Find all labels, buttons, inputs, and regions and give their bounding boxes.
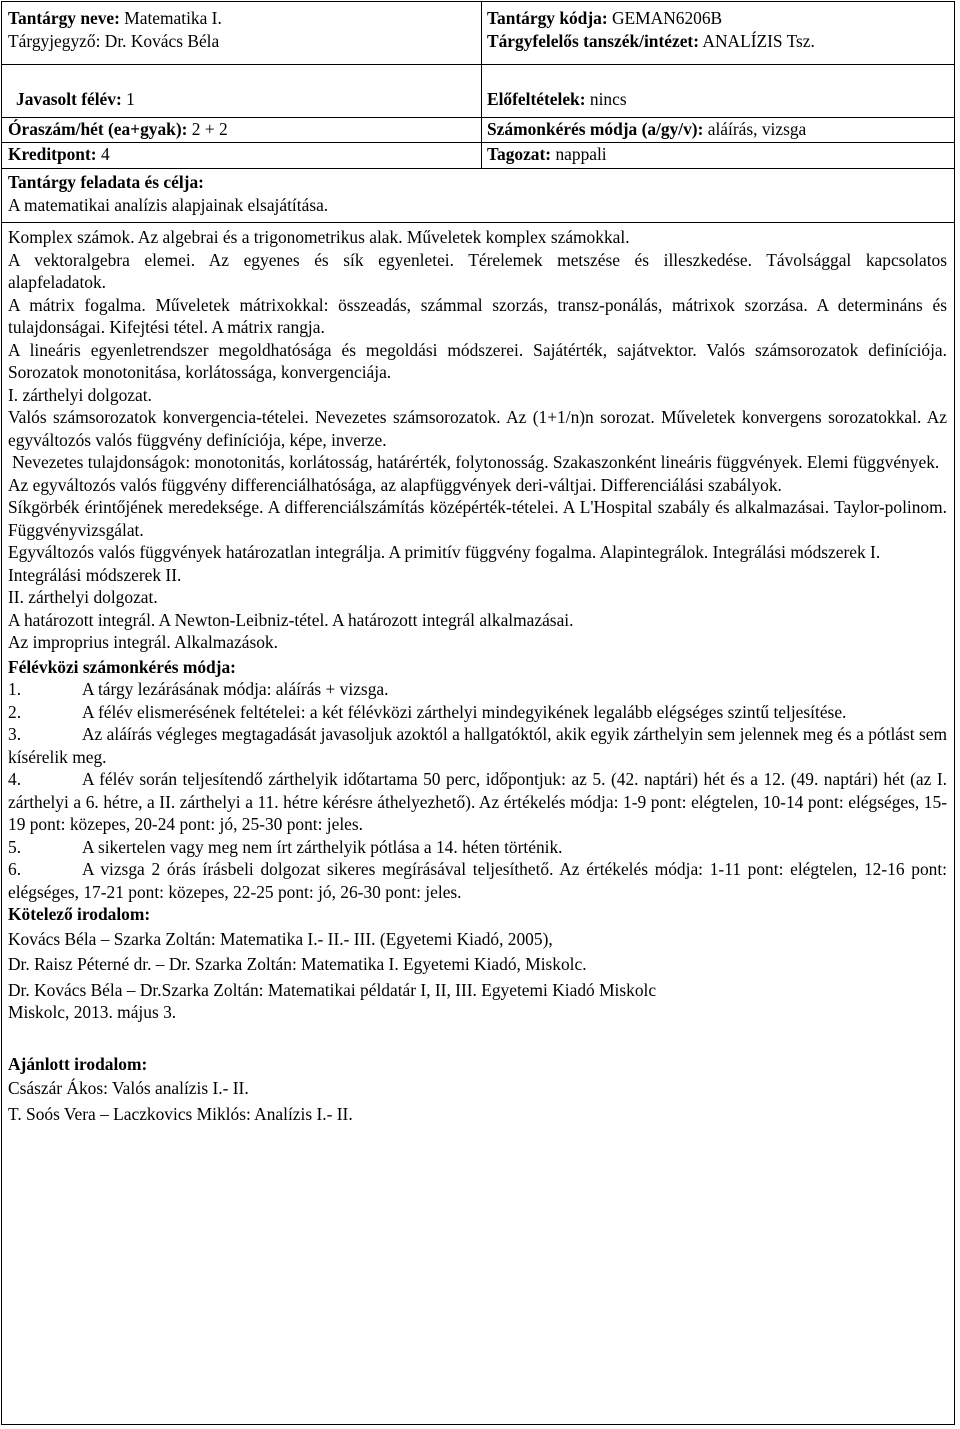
assessment-item [8,858,947,903]
topic-item: A vektoralgebra elemei. Az egyenes és sík egyenletei. Térelemek metszése és illeszkedése. Távolsággal kapcsolatos alapfeladatok. [8,249,947,292]
goal-text: A matematikai analízis alapjainak elsajátítása. [8,194,329,215]
semester-label: Javasolt félév: [16,89,122,109]
recommended-lit-item: T. Soós Vera – Laczkovics Miklós: Analízis I.- II. [8,1103,353,1124]
course-content [2,226,954,1125]
header-row-1 [2,2,954,64]
goal-label: Tantárgy feladata és célja: [8,172,204,192]
topic-item: I. zárthelyi dolgozat. [8,384,152,405]
semester-value: 1 [126,89,135,109]
subject-cell [2,2,481,64]
credit-value: 4 [100,144,110,164]
prereq-value: nincs [589,89,627,109]
required-lit-item: Dr. Raisz Péterné dr. – Dr. Szarka Zoltán: Matematika I. Egyetemi Kiadó, Miskolc. [8,954,587,974]
credit-cell [2,143,481,168]
assessment-item-number: 3. [8,724,22,744]
header-row-3 [2,118,954,142]
required-lit-label: Kötelező irodalom: [8,904,151,924]
hours-cell [2,118,481,142]
grader-name: Dr. Kovács Béla [104,30,220,51]
topic-item: Egyváltozós valós függvények határozatlan integrálja. A primitív függvény fogalma. Alapintegrálok. Integrálási módszerek I. [8,542,881,562]
header-row-4 [2,143,954,168]
assessment-item-number: 1. [8,679,22,699]
assessment-item-number: 5. [8,836,22,857]
assessment-item-text: Az aláírás végleges megtagadását javasoljuk azoktól a hallgatóktól, akik egyik zárthelyin sem jelennek meg és a pótlást sem kísérelik meg. [8,724,947,767]
topic-item: Komplex számok. Az algebrai és a trigonometrikus alak. Műveletek komplex számokkal. [8,227,630,247]
hours-line [8,118,481,141]
exam-value: aláírás, vizsga [707,119,807,139]
hours-value: 2 + 2 [191,119,228,139]
exam-cell [481,118,954,142]
grader-label: Tárgyjegyző: [8,30,101,51]
assessment-item [8,678,947,701]
grader-line [8,30,481,53]
goal-block [2,171,954,216]
code-label: Tantárgy kódja: [487,8,608,28]
assessment-item-text: A vizsga 2 órás írásbeli dolgozat sikeres megírásával teljesíthető. Az értékelés módja: 1-11 pont: elégtelen, 12-16 pont: elégséges, 17-21 pont: közepes, 22-25 pont: jó, 26-30 pont: jeles. [8,859,947,902]
topic-item: A lineáris egyenletrendszer megoldhatósága és megoldási módszerei. Sajátérték, sajátvektor. Valós számsorozatok definíciója. Sorozatok monotonitása, korlátossága, konvergenciája. [8,339,947,382]
assessment-item-text: A félév során teljesítendő zárthelyik időtartama 50 perc, időpontjuk: az 5. (42. naptári) hét és a 12. (49. naptári) hét (az I. zárthelyi a 6. hétre, a II. zárthelyi a 11. hétre kérésre áthelyezhető). Az értékelés módja: 1-9 pont: elégtelen, 10-14 pont: elégséges, 15-19 pont: közepes, 20-24 pont: jó, 25-30 pont: jeles. [8,769,947,834]
assessment-label: Félévközi számonkérés módja: [8,656,236,677]
divider [2,222,954,223]
exam-line [487,118,954,141]
semester-line [16,88,481,111]
assessment-item [8,723,947,768]
mode-cell [481,143,954,168]
topic-item: Síkgörbék érintőjének meredeksége. A differenciálszámítás középérték-tételei. A L'Hospital szabály és alkalmazásai. Taylor-polinom. Függvényvizsgálat. [8,497,947,540]
required-lit-item: Dr. Kovács Béla – Dr.Szarka Zoltán: Matematikai példatár I, II, III. Egyetemi Kiadó Miskolc [8,979,657,1000]
exam-label: Számonkérés módja (a/gy/v): [487,119,704,139]
credit-label: Kreditpont: [8,144,97,164]
topic-item: II. zárthelyi dolgozat. [8,587,158,607]
topic-item: Az egyváltozós valós függvény differenciálhatósága, az alapfüggvények deri-váltjai. Differenciálási szabályok. [8,474,782,495]
topic-item: A mátrix fogalma. Műveletek mátrixokkal: összeadás, számmal szorzás, transz-ponálás, mátrixok szorzása. A determináns és tulajdonságai. Kifejtési tétel. A mátrix rangja. [8,294,947,337]
assessment-item [8,768,947,836]
assessment-item [8,836,947,859]
document-date: Miskolc, 2013. május 3. [8,1002,177,1022]
recommended-lit-item: Császár Ákos: Valós analízis I.- II. [8,1078,249,1098]
credit-line [8,143,481,166]
assessment-item-text: A sikertelen vagy meg nem írt zárthelyik pótlása a 14. héten történik. [82,836,563,857]
dept-line [487,30,954,53]
code-line [487,7,954,30]
assessment-item-number: 2. [8,701,22,722]
topic-item: Valós számsorozatok konvergencia-tételei. Nevezetes számsorozatok. Az (1+1/n)n sorozat. Műveletek konvergens sorozatokkal. Az egyváltozós valós függvény definíciója, képe, inverze. [8,407,947,450]
topic-item: Integrálási módszerek II. [8,564,182,585]
subject-name: Matematika I. [124,8,222,28]
subject-name-label: Tantárgy neve: [8,8,120,28]
assessment-item [8,701,947,724]
topic-item: A határozott integrál. A Newton-Leibniz-tétel. A határozott integrál alkalmazásai. [8,609,574,630]
dept-label: Tárgyfelelős tanszék/intézet: [487,30,700,51]
code-cell [481,2,954,64]
subject-code: GEMAN6206B [612,8,723,28]
hours-label: Óraszám/hét (ea+gyak): [8,119,188,139]
mode-label: Tagozat: [487,144,552,164]
syllabus-sheet [1,1,955,1425]
prereq-label: Előfeltételek: [487,89,586,109]
assessment-item-number: 4. [8,769,22,789]
topic-item: Az improprius integrál. Alkalmazások. [8,632,278,652]
dept-name: ANALÍZIS Tsz. [702,30,815,51]
subject-name-line [8,7,481,30]
mode-line [487,143,954,166]
assessment-item-number: 6. [8,859,22,879]
recommended-lit-label: Ajánlott irodalom: [8,1053,148,1074]
divider [2,168,954,169]
required-lit-item: Kovács Béla – Szarka Zoltán: Matematika I.- II.- III. (Egyetemi Kiadó, 2005), [8,928,553,949]
prereq-line [487,88,954,111]
mode-value: nappali [555,144,607,164]
topic-item: Nevezetes tulajdonságok: monotonitás, korlátosság, határérték, folytonosság. Szakaszonként lineáris függvények. Elemi függvények. [12,452,940,472]
assessment-item-text: A félév elismerésének feltételei: a két félévközi zárthelyi mindegyikének legalább elégséges szintű teljesítése. [82,701,847,722]
assessment-item-text: A tárgy lezárásának módja: aláírás + vizsga. [82,679,389,699]
